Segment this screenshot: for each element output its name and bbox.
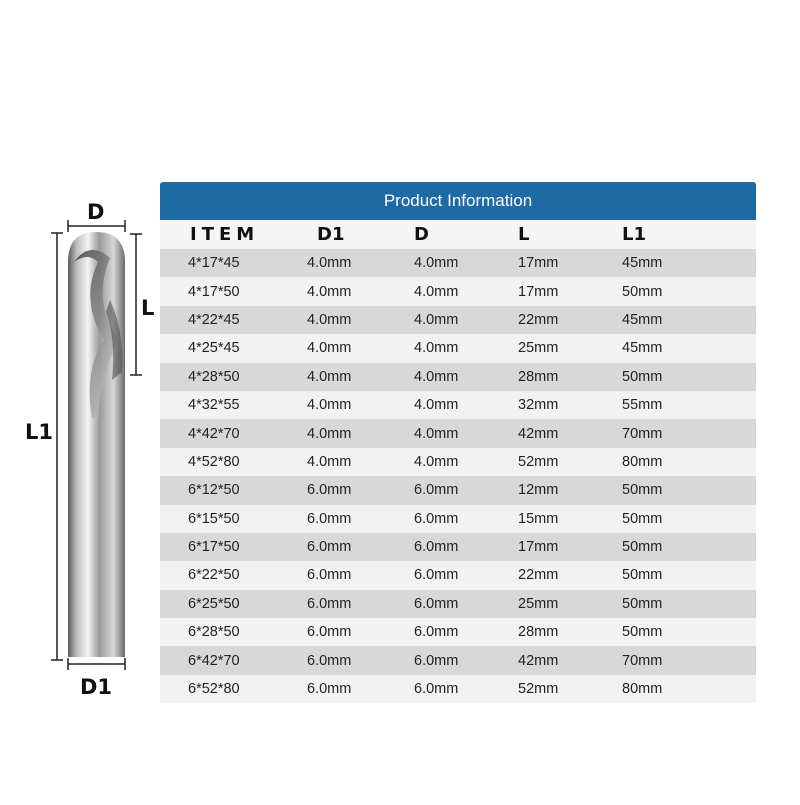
table-row (160, 249, 756, 277)
table-cell: 6*42*70 (188, 652, 240, 669)
table-row (160, 505, 756, 533)
table-row (160, 391, 756, 419)
shank (68, 395, 125, 657)
table-cell: 50mm (622, 595, 663, 612)
table-cell: 45mm (622, 311, 663, 328)
table-cell: 52mm (518, 681, 559, 698)
table-cell: 6*52*80 (188, 681, 240, 698)
table-cell: 4.0mm (307, 340, 352, 357)
table-cell: 25mm (518, 340, 559, 357)
table-cell: 4.0mm (414, 311, 459, 328)
table-cell: 4*25*45 (188, 340, 240, 357)
table-cell: 4.0mm (307, 425, 352, 442)
table-cell: 4.0mm (414, 283, 459, 300)
table-cell: 70mm (622, 425, 663, 442)
table-cell: 15mm (518, 510, 559, 527)
table-cell: 4.0mm (307, 368, 352, 385)
table-cell: 4.0mm (307, 283, 352, 300)
table-row (160, 646, 756, 674)
table-cell: 6.0mm (414, 624, 459, 641)
table-cell: 22mm (518, 567, 559, 584)
table-cell: 80mm (622, 681, 663, 698)
table-cell: 4*28*50 (188, 368, 240, 385)
table-cell: 50mm (622, 283, 663, 300)
table-cell: 6.0mm (414, 539, 459, 556)
table-cell: 6.0mm (307, 681, 352, 698)
table-cell: 4.0mm (307, 311, 352, 328)
table-row (160, 363, 756, 391)
table-cell: 50mm (622, 624, 663, 641)
table-cell: 28mm (518, 368, 559, 385)
table-cell: 4.0mm (414, 340, 459, 357)
table-row (160, 334, 756, 362)
table-cell: 6.0mm (307, 510, 352, 527)
column-header-d: D (414, 224, 429, 245)
table-cell: 80mm (622, 453, 663, 470)
table-row (160, 533, 756, 561)
table-cell: 6*12*50 (188, 482, 240, 499)
dim-label-l1: L1 (25, 420, 53, 444)
table-cell: 4.0mm (414, 368, 459, 385)
table-cell: 50mm (622, 510, 663, 527)
table-cell: 17mm (518, 283, 559, 300)
table-cell: 6.0mm (307, 595, 352, 612)
table-cell: 42mm (518, 652, 559, 669)
table-cell: 17mm (518, 539, 559, 556)
dim-label-d1: D1 (80, 675, 113, 699)
table-cell: 6*28*50 (188, 624, 240, 641)
end-mill-diagram (0, 0, 160, 800)
column-header-l1: L1 (622, 224, 646, 245)
table-cell: 6.0mm (414, 567, 459, 584)
table-cell: 4.0mm (307, 397, 352, 414)
table-title: Product Information (160, 182, 756, 220)
table-cell: 4*17*50 (188, 283, 240, 300)
table-cell: 17mm (518, 255, 559, 272)
table-body (160, 249, 756, 703)
table-cell: 25mm (518, 595, 559, 612)
table-cell: 6.0mm (307, 624, 352, 641)
table-row (160, 618, 756, 646)
column-header-item: ITEM (190, 224, 260, 245)
table-cell: 28mm (518, 624, 559, 641)
table-cell: 4.0mm (307, 453, 352, 470)
table-cell: 4.0mm (414, 397, 459, 414)
dim-label-d: D (87, 200, 105, 224)
table-cell: 70mm (622, 652, 663, 669)
table-cell: 6*22*50 (188, 567, 240, 584)
table-row (160, 277, 756, 305)
product-information-table (160, 182, 756, 703)
column-header-d1: D1 (317, 224, 345, 245)
table-cell: 50mm (622, 482, 663, 499)
table-row (160, 561, 756, 589)
dim-label-l: L (141, 296, 155, 320)
table-cell: 6.0mm (307, 567, 352, 584)
table-cell: 4.0mm (414, 453, 459, 470)
table-cell: 55mm (622, 397, 663, 414)
table-cell: 6.0mm (307, 539, 352, 556)
table-row (160, 306, 756, 334)
table-cell: 6.0mm (414, 482, 459, 499)
table-cell: 42mm (518, 425, 559, 442)
table-cell: 6*15*50 (188, 510, 240, 527)
table-cell: 4.0mm (414, 255, 459, 272)
table-row (160, 448, 756, 476)
table-cell: 6.0mm (414, 652, 459, 669)
table-cell: 50mm (622, 368, 663, 385)
table-cell: 50mm (622, 539, 663, 556)
table-cell: 32mm (518, 397, 559, 414)
table-cell: 4.0mm (307, 255, 352, 272)
table-row (160, 590, 756, 618)
table-cell: 6*25*50 (188, 595, 240, 612)
table-cell: 6.0mm (414, 681, 459, 698)
table-cell: 4*17*45 (188, 255, 240, 272)
column-header-l: L (518, 224, 530, 245)
table-cell: 6.0mm (307, 652, 352, 669)
table-cell: 45mm (622, 255, 663, 272)
table-cell: 52mm (518, 453, 559, 470)
table-cell: 6.0mm (307, 482, 352, 499)
table-cell: 6.0mm (414, 510, 459, 527)
table-cell: 6.0mm (414, 595, 459, 612)
table-row (160, 476, 756, 504)
table-cell: 4*42*70 (188, 425, 240, 442)
table-row (160, 675, 756, 703)
table-cell: 50mm (622, 567, 663, 584)
table-cell: 4*22*45 (188, 311, 240, 328)
table-cell: 4.0mm (414, 425, 459, 442)
table-cell: 6*17*50 (188, 539, 240, 556)
table-row (160, 419, 756, 447)
table-cell: 4*52*80 (188, 453, 240, 470)
table-header-row (160, 220, 756, 249)
table-cell: 12mm (518, 482, 559, 499)
table-cell: 4*32*55 (188, 397, 240, 414)
table-cell: 45mm (622, 340, 663, 357)
table-cell: 22mm (518, 311, 559, 328)
